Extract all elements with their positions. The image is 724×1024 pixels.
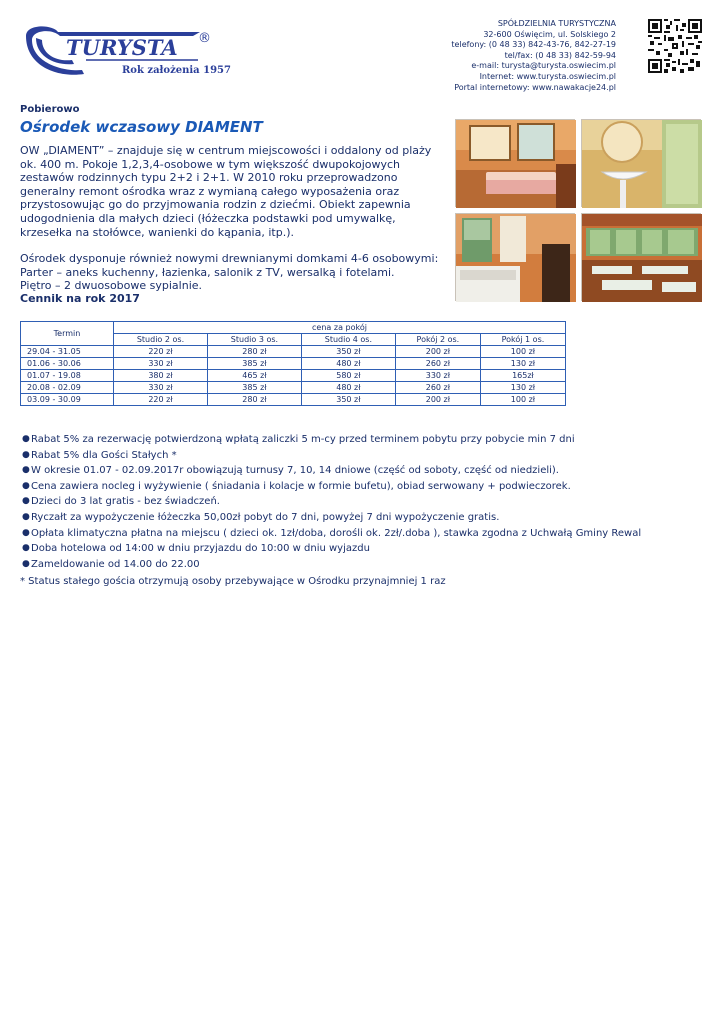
price-cell: 200 zł — [395, 394, 480, 406]
price-cell: 280 zł — [207, 346, 301, 358]
price-cell: 260 zł — [395, 382, 480, 394]
column-header-studio-2: Studio 2 os. — [114, 334, 208, 346]
price-cell: 100 zł — [480, 394, 565, 406]
regular-guest-footnote: * Status stałego gościa otrzymują osoby przebywające w Ośrodku przynajmniej 1 raz — [20, 576, 446, 587]
cabins-upper-floor: Piętro – 2 dwuosobowe sypialnie. — [20, 279, 203, 293]
term-column-header: Termin — [21, 322, 114, 346]
list-item: ● Rabat 5% dla Gości Stałych * — [20, 448, 641, 464]
portal-link[interactable]: Portal internetowy: www.nawakacje24.pl — [454, 82, 616, 92]
pricelist-title: Cennik na rok 2017 — [20, 292, 140, 305]
price-cell: 350 zł — [301, 394, 395, 406]
bullet-icon: ● — [22, 527, 30, 538]
list-item: ● Rabat 5% za rezerwację potwierdzoną wpłatą zaliczki 5 m-cy przed terminem pobytu przy pobycie min 7 dni — [20, 432, 641, 448]
bullet-icon: ● — [22, 480, 30, 491]
company-name: SPÓŁDZIELNIA TURYSTYCZNA — [497, 19, 616, 28]
price-cell: 165zł — [480, 370, 565, 382]
column-header-studio-4: Studio 4 os. — [301, 334, 395, 346]
price-cell: 220 zł — [114, 394, 208, 406]
cabins-intro: Ośrodek dysponuje również nowymi drewnianymi domkami 4-6 osobowymi: — [20, 252, 439, 266]
qr-code — [648, 19, 702, 73]
list-item: ● Opłata klimatyczna płatna na miejscu ( dzieci ok. 1zł/doba, dorośli ok. 2zł/.doba ), stawka zgodna z Uchwałą Gminy Rewal — [20, 526, 641, 542]
region-name: Pobierowo — [20, 104, 80, 115]
table-row — [21, 394, 566, 406]
price-cell: 130 zł — [480, 382, 565, 394]
table-row — [21, 382, 566, 394]
bullet-icon: ● — [22, 496, 30, 507]
price-cell: 385 zł — [207, 382, 301, 394]
logo-brand: TURYSTA — [66, 35, 178, 60]
price-cell: 100 zł — [480, 346, 565, 358]
price-cell: 280 zł — [207, 394, 301, 406]
bullet-icon: ● — [22, 511, 30, 522]
website-link[interactable]: Internet: www.turysta.oswiecim.pl — [479, 71, 616, 81]
column-header-studio-3: Studio 3 os. — [207, 334, 301, 346]
column-header-room-2: Pokój 2 os. — [395, 334, 480, 346]
photo-dining-room — [581, 213, 701, 301]
fax-number: tel/fax: (0 48 33) 842-59-94 — [504, 50, 616, 60]
price-cell: 480 zł — [301, 358, 395, 370]
bullet-icon: ● — [22, 558, 30, 569]
term-cell: 03.09 - 30.09 — [21, 394, 114, 406]
description-paragraph: OW „DIAMENT” – znajduje się w centrum miejscowości i oddalony od plaży ok. 400 m. Pokoje 1,2,3,4-osobowe w tym większość dwupokojowych zestawów rodzinnych typu 2+2 i 2+1. W 2010 roku przeprowadzono generalny remont ośrodka wraz z wymianą całego wyposażenia oraz przystosowując go do przyjmowania rodzin z dziećmi. Obiekt zapewnia udogodnienia dla małych dzieci (łóżeczka podstawki pod umywalkę, krzesełka na stołówce, wanienki do kąpania, itp.). — [20, 144, 432, 239]
phone-numbers: telefony: (0 48 33) 842-43-76, 842-27-19 — [451, 40, 616, 50]
bullet-icon: ● — [22, 449, 30, 460]
price-cell: 220 zł — [114, 346, 208, 358]
resort-description — [20, 144, 446, 293]
bullet-icon: ● — [22, 434, 30, 444]
logo-tagline: Rok założenia 1957 — [122, 65, 231, 76]
price-group-header: cena za pokój — [114, 322, 566, 334]
photo-bathroom — [581, 119, 701, 207]
price-table — [20, 321, 566, 406]
table-row — [21, 370, 566, 382]
photo-bedroom-window — [455, 213, 575, 301]
price-cell: 380 zł — [114, 370, 208, 382]
contact-block — [376, 19, 616, 93]
column-header-room-1: Pokój 1 os. — [480, 334, 565, 346]
price-cell: 580 zł — [301, 370, 395, 382]
price-cell: 130 zł — [480, 358, 565, 370]
registered-mark: ® — [198, 31, 211, 46]
term-cell: 20.08 - 02.09 — [21, 382, 114, 394]
price-cell: 480 zł — [301, 382, 395, 394]
resort-title: Ośrodek wczasowy DIAMENT — [20, 118, 263, 136]
term-cell: 01.06 - 30.06 — [21, 358, 114, 370]
price-cell: 385 zł — [207, 358, 301, 370]
table-row — [21, 346, 566, 358]
price-cell: 200 zł — [395, 346, 480, 358]
term-cell: 29.04 - 31.05 — [21, 346, 114, 358]
email-link[interactable]: e-mail: turysta@turysta.oswiecim.pl — [471, 61, 616, 71]
price-cell: 330 zł — [114, 358, 208, 370]
list-item: ● Cena zawiera nocleg i wyżywienie ( śniadania i kolacje w formie bufetu), obiad serwowany + podwieczorek. — [20, 479, 641, 495]
list-item: ● Ryczałt za wypożyczenie łóżeczka 50,00zł pobyt do 7 dni, powyżej 7 dni wypożyczenie gratis. — [20, 510, 641, 526]
list-item: ● Doba hotelowa od 14:00 w dniu przyjazdu do 10:00 w dniu wyjazdu — [20, 541, 641, 557]
bullet-icon: ● — [22, 543, 30, 554]
photo-bedroom — [455, 119, 575, 207]
cabins-ground-floor: Parter – aneks kuchenny, łazienka, salonik z TV, wersalką i fotelami. — [20, 265, 395, 279]
price-cell: 465 zł — [207, 370, 301, 382]
bullet-icon: ● — [22, 465, 30, 476]
price-cell: 260 zł — [395, 358, 480, 370]
terms-list — [20, 432, 641, 572]
address: 32-600 Oświęcim, ul. Solskiego 2 — [483, 29, 616, 39]
price-cell: 330 zł — [395, 370, 480, 382]
photo-gallery — [455, 119, 701, 303]
list-item: ● Dzieci do 3 lat gratis - bez świadczeń. — [20, 494, 641, 510]
term-cell: 01.07 - 19.08 — [21, 370, 114, 382]
turysta-logo[interactable] — [22, 22, 231, 80]
list-item: ● W okresie 01.07 - 02.09.2017r obowiązują turnusy 7, 10, 14 dniowe (część od soboty, część od niedzieli). — [20, 463, 641, 479]
list-item: ● Zameldowanie od 14.00 do 22.00 — [20, 557, 641, 573]
price-cell: 350 zł — [301, 346, 395, 358]
table-row — [21, 358, 566, 370]
price-cell: 330 zł — [114, 382, 208, 394]
